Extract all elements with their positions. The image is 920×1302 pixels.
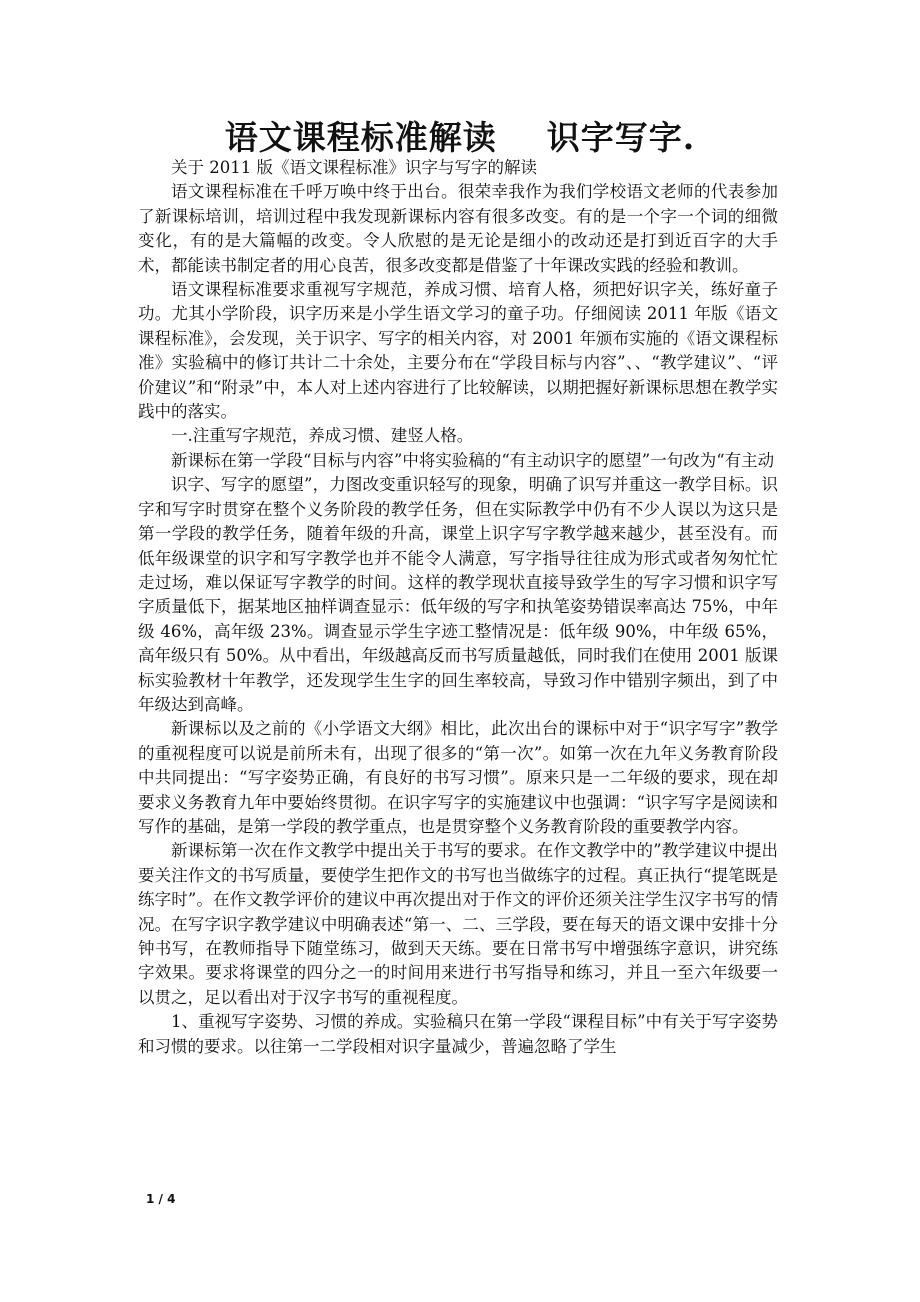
paragraph-composition: 新课标第一次在作文教学中提出关于书写的要求。在作文教学中的”教学建议中提出要关注作文的书写质量，要使学生把作文的书写也当做练字的过程。真正执行“提笔既是练字时”。在作文教学评价的建议中再次提出对于作文的评价还须关注学生汉字书写的情况。在写字识字教学建议中明确表述“第一、二、三学段，要在每天的语文课中安排十分钟书写，在教师指导下随堂练习，做到天天练。要在日常书写中增强练字意识，讲究练字效果。要求将课堂的四分之一的时间用来进行书写指导和练习，并且一至六年级要一以贯之，足以看出对于汉字书写的重视程度。 [138, 841, 778, 1007]
paragraph-new-curriculum: 新课标以及之前的《小学语文大纲》相比，此次出台的课标中对于“识字写字”教学的重视程度可以说是前所未有，出现了很多的“第一次”。如第一次在九年义务教育阶段中共同提出：“写字姿势正确，有良好的书写习惯”。原来只是一二年级的要求，现在却要求义务教育九年中要始终贯彻。在识字写字的实施建议中也强调：“识字写字是阅读和写作的基础，是第一学段的教学重点，也是贯穿整个义务教育阶段的重要教学内容。 [138, 719, 778, 836]
page-number: 1 / 4 [146, 1192, 176, 1206]
document-body [138, 156, 778, 1059]
paragraph-subtitle: 关于 2011 版《语文课程标准》识字与写字的解读 [171, 158, 537, 177]
paragraph-first-stage: 新课标在第一学段“目标与内容”中将实验稿的“有主动识字的愿望”一句改为“有主动 [171, 450, 775, 470]
section-heading-1: 一.注重写字规范，养成习惯、建竖人格。 [171, 426, 474, 446]
document-title: 语文课程标准解读 识字写字. [224, 118, 696, 157]
paragraph-intro: 语文课程标准在千呼万唤中终于出台。很荣幸我作为我们学校语文老师的代表参加了新课标培训，培训过程中我发现新课标内容有很多改变。有的是一个字一个词的细微变化，有的是大篇幅的改变。令人欣慰的是无论是细小的改动还是打到近百字的大手术，都能读书制定者的用心良苦，很多改变都是借鉴了十年课改实践的经验和教训。 [138, 182, 778, 275]
paragraph-literacy-writing: 识字、写字的愿望”，力图改变重识轻写的现象，明确了识写并重这一教学目标。识字和写字时贯穿在整个义务阶段的教学任务，但在实际教学中仍有不少人误以为这只是第一学段的教学任务，随着年级的升高，课堂上识字写字教学越来越少，甚至没有。而低年级课堂的识字和写字教学也并不能令人满意，写字指导往往成为形式或者匆匆忙忙走过场，难以保证写字教学的时间。这样的教学现状直接导致学生的写字习惯和识字写字质量低下，据某地区抽样调查显示：低年级的写字和执笔姿势错误率高达 75%，中年级 46%，高年级 23%。调查显示学生字迹工整情况是：低年级 90%，中年级 65%，高年级只有 50%。从中看出，年级越高反而书写质量越低，同时我们在使用 2001 版课标实验教材十年教学，还发现学生生字的回生率较高，导致习作中错别字频出，到了中年级达到高峰。 [138, 475, 778, 714]
paragraph-requirements: 语文课程标准要求重视写字规范，养成习惯、培育人格，须把好识字关，练好童子功。尤其小学阶段，识字历来是小学生语文学习的童子功。仔细阅读 2011 年版《语文课程标准》，会发现，关于识字、写字的相关内容，对 2001 年颁布实施的《语文课程标准》实验稿中的修订共计二十余处，主要分布在“学段目标与内容”、、“教学建议”、“评价建议”和“附录”中，本人对上述内容进行了比较解读，以期把握好新课标思想在教学实践中的落实。 [138, 280, 778, 422]
paragraph-posture-habits: 1、重视写字姿势、习惯的养成。实验稿只在第一学段“课程目标”中有关于写字姿势和习惯的要求。以往第一二学段相对识字量减少，普遍忽略了学生 [138, 1012, 778, 1056]
